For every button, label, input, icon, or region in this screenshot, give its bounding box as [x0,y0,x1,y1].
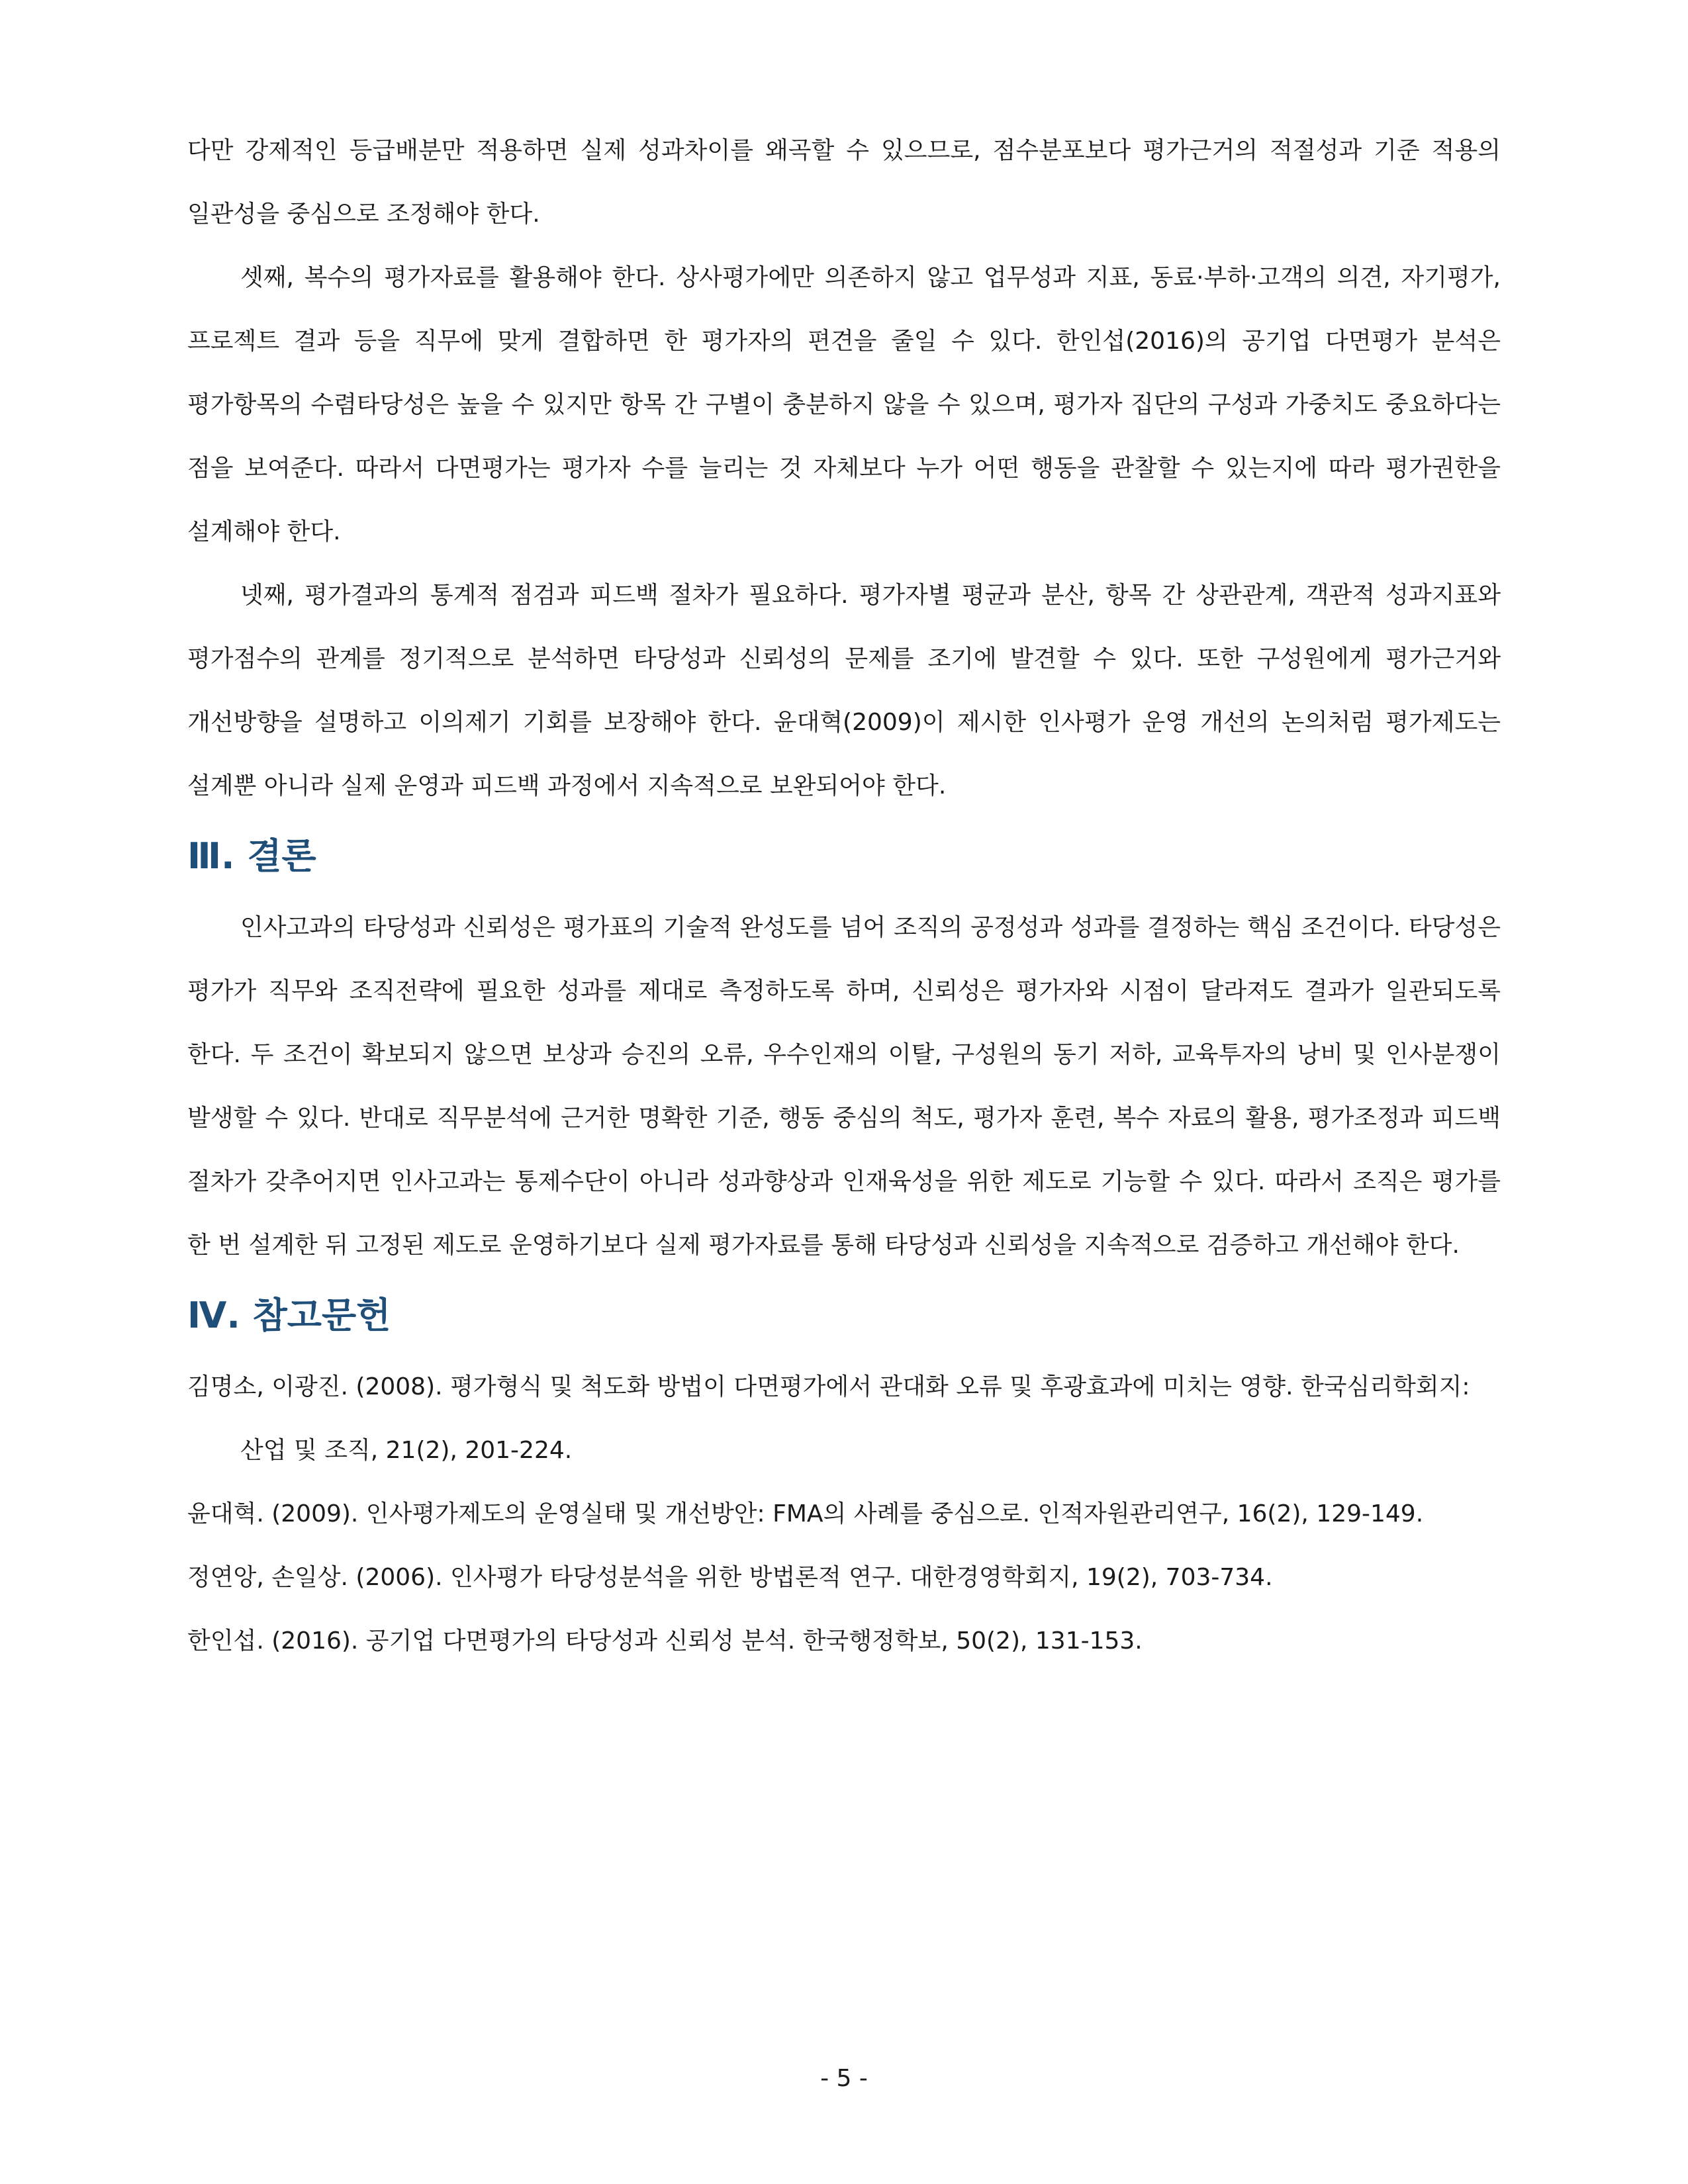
conclusion-paragraph: 인사고과의 타당성과 신뢰성은 평가표의 기술적 완성도를 넘어 조직의 공정성과 성과를 결정하는 핵심 조건이다. 타당성은 평가가 직무와 조직전략에 필요한 성과를 제대로 측정하도록 하며, 신뢰성은 평가자와 시점이 달라져도 결과가 일관되도록 한다. 두 조건이 확보되지 않으면 보상과 승진의 오류, 우수인재의 이탈, 구성원의 동기 저하, 교육투자의 낭비 및 인사분쟁이 발생할 수 있다. 반대로 직무분석에 근거한 명확한 기준, 행동 중심의 척도, 평가자 훈련, 복수 자료의 활용, 평가조정과 피드백 절차가 갖추어지면 인사고과는 통제수단이 아니라 성과향상과 인재육성을 위한 제도로 기능할 수 있다. 따라서 조직은 평가를 한 번 설계한 뒤 고정된 제도로 운영하기보다 실제 평가자료를 통해 타당성과 신뢰성을 지속적으로 검증하고 개선해야 한다. [187,914,1501,1259]
body-paragraph-3: 넷째, 평가결과의 통계적 점검과 피드백 절차가 필요하다. 평가자별 평균과 분산, 항목 간 상관관계, 객관적 성과지표와 평가점수의 관계를 정기적으로 분석하면 타당성과 신뢰성의 문제를 조기에 발견할 수 있다. 또한 구성원에게 평가근거와 개선방향을 설명하고 이의제기 기회를 보장해야 한다. 윤대혁(2009)이 제시한 인사평가 운영 개선의 논의처럼 평가제도는 설계뿐 아니라 실제 운영과 피드백 과정에서 지속적으로 보완되어야 한다. [187,582,1501,799]
reference-item: 한인섭. (2016). 공기업 다면평가의 타당성과 신뢰성 분석. 한국행정학보, 50(2), 131-153. [187,1627,1143,1655]
conclusion-heading: Ⅲ. 결론 [187,835,316,877]
reference-item: 정연앙, 손일상. (2006). 인사평가 타당성분석을 위한 방법론적 연구. 대한경영학회지, 19(2), 703-734. [187,1564,1273,1591]
reference-list [187,1355,1501,1673]
body-paragraph-1: 다만 강제적인 등급배분만 적용하면 실제 성과차이를 왜곡할 수 있으므로, 점수분포보다 평가근거의 적절성과 기준 적용의 일관성을 중심으로 조정해야 한다. [187,137,1501,228]
reference-item: 윤대혁. (2009). 인사평가제도의 운영실태 및 개선방안: FMA의 사례를 중심으로. 인적자원관리연구, 16(2), 129-149. [187,1500,1424,1527]
references-heading: Ⅳ. 참고문헌 [187,1295,391,1336]
reference-item: 김명소, 이광진. (2008). 평가형식 및 척도화 방법이 다면평가에서 관대화 오류 및 후광효과에 미치는 영향. 한국심리학회지: 산업 및 조직, 21(2), 201-224. [187,1373,1470,1464]
body-paragraph-2: 셋째, 복수의 평가자료를 활용해야 한다. 상사평가에만 의존하지 않고 업무성과 지표, 동료·부하·고객의 의견, 자기평가, 프로젝트 결과 등을 직무에 맞게 결합하면 한 평가자의 편견을 줄일 수 있다. 한인섭(2016)의 공기업 다면평가 분석은 평가항목의 수렴타당성은 높을 수 있지만 항목 간 구별이 충분하지 않을 수 있으며, 평가자 집단의 구성과 가중치도 중요하다는 점을 보여준다. 따라서 다면평가는 평가자 수를 늘리는 것 자체보다 누가 어떤 행동을 관찰할 수 있는지에 따라 평가권한을 설계해야 한다. [187,264,1501,545]
page-number: - 5 - [820,2065,868,2092]
document-page [187,119,1501,1673]
